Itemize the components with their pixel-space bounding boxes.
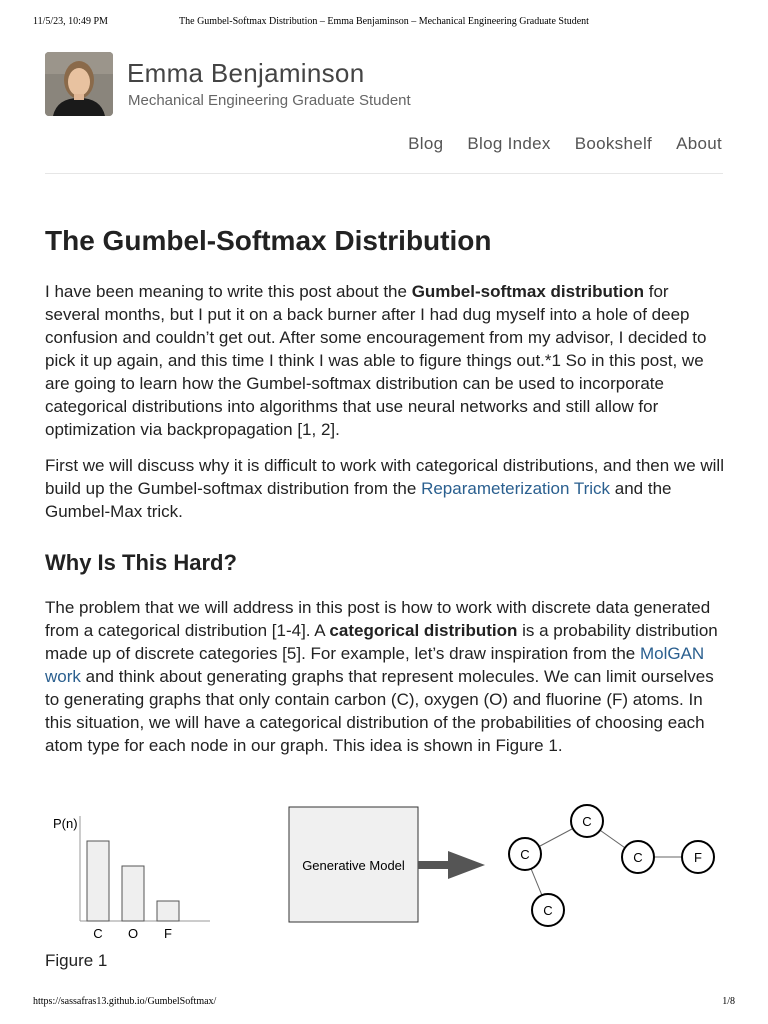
graph-node-label: F bbox=[694, 850, 702, 865]
nav-blog-index[interactable]: Blog Index bbox=[467, 134, 551, 153]
problem-bold-term: categorical distribution bbox=[329, 621, 518, 640]
reparameterization-trick-link[interactable]: Reparameterization Trick bbox=[421, 479, 611, 498]
figure-caption: Figure 1 bbox=[45, 951, 108, 970]
molgan-link[interactable]: MolGAN work bbox=[45, 644, 705, 686]
overview-text-2: and the Gumbel-Max trick. bbox=[45, 479, 672, 521]
nav-bookshelf[interactable]: Bookshelf bbox=[574, 134, 653, 153]
nav-about[interactable]: About bbox=[676, 134, 722, 153]
probability-bar-chart bbox=[53, 816, 210, 941]
graph-node bbox=[622, 841, 654, 873]
graph-node-label: C bbox=[543, 903, 553, 918]
intro-paragraph bbox=[45, 280, 725, 441]
bar-F bbox=[157, 901, 179, 921]
problem-paragraph bbox=[45, 596, 725, 757]
nav-blog[interactable]: Blog bbox=[408, 134, 444, 153]
site-subtitle: Mechanical Engineering Graduate Student bbox=[128, 92, 411, 109]
intro-bold-term: Gumbel-softmax distribution bbox=[411, 282, 645, 301]
avatar[interactable] bbox=[45, 52, 113, 116]
print-page-number: 1/8 bbox=[722, 996, 735, 1007]
post-title: The Gumbel-Softmax Distribution bbox=[45, 225, 492, 256]
x-tick-label: F bbox=[164, 926, 172, 941]
graph-node-label: C bbox=[520, 847, 530, 862]
graph-node bbox=[532, 894, 564, 926]
overview-text-1: First we will discuss why it is difficult to work with categorical distributions, and then we will build up the Gumbel-softmax distribution from the bbox=[45, 456, 724, 498]
intro-text-2: for several months, but I put it on a back burner after I had dug myself into a hole of deep confusion and couldn’t get out. After some encouragement from my advisor, I decided to pick it up again, and this time I think I was able to figure things out.*1 So in this post, we are going to learn how the Gumbel-softmax distribution can be used to incorporate categorical distributions into algorithms that use neural networks and still allow for optimization via backpropagation [1, 2]. bbox=[45, 282, 707, 439]
problem-text-3: and think about generating graphs that represent molecules. We can limit ourselves to generating graphs that only contain carbon (C), oxygen (O) and fluorine (F) atoms. In this situation, we will have a categorical distribution of the probabilities of choosing each atom type for each node in our graph. This idea is shown in Figure 1. bbox=[45, 667, 714, 755]
y-axis-label: P(n) bbox=[53, 816, 78, 831]
section-heading: Why Is This Hard? bbox=[45, 550, 237, 575]
x-tick-label: C bbox=[93, 926, 103, 941]
overview-paragraph bbox=[45, 454, 725, 523]
problem-text-2: is a probability distribution made up of discrete categories [5]. For example, let’s draw inspiration from the bbox=[45, 621, 718, 663]
intro-text-1: I have been meaning to write this post about the bbox=[45, 282, 412, 301]
bar-C bbox=[87, 841, 109, 921]
site-title[interactable]: Emma Benjaminson bbox=[127, 58, 365, 88]
graph-node-label: C bbox=[633, 850, 643, 865]
graph-node bbox=[571, 805, 603, 837]
problem-text-1: The problem that we will address in this post is how to work with discrete data generated from a categorical distribution [1-4]. A bbox=[45, 598, 711, 640]
avatar-portrait bbox=[45, 52, 113, 116]
graph-node-label: C bbox=[582, 814, 592, 829]
header-divider bbox=[45, 173, 723, 174]
bar-O bbox=[122, 866, 144, 921]
x-tick-label: O bbox=[127, 926, 139, 941]
figure-1-svg bbox=[45, 800, 725, 950]
print-date: 11/5/23, 10:49 PM bbox=[33, 16, 108, 27]
graph-node bbox=[509, 838, 541, 870]
print-page-title: The Gumbel-Softmax Distribution – Emma Benjaminson – Mechanical Engineering Graduate Student bbox=[179, 16, 589, 27]
main-nav bbox=[408, 134, 722, 154]
figure-1 bbox=[45, 800, 725, 950]
print-url: https://sassafras13.github.io/GumbelSoftmax/ bbox=[33, 996, 217, 1007]
arrow-head bbox=[448, 851, 485, 879]
graph-node bbox=[682, 841, 714, 873]
generative-model-label: Generative Model bbox=[302, 858, 405, 873]
arrow-shaft bbox=[418, 861, 448, 869]
